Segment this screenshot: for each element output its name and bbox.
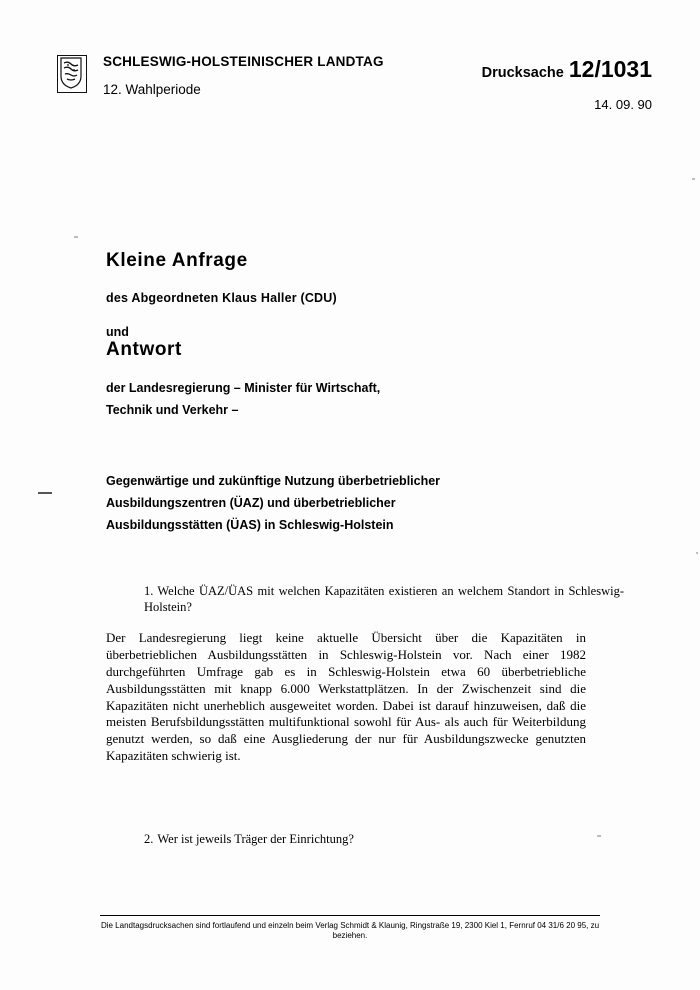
- drucksache-block: [482, 55, 652, 112]
- drucksache-number: 12/1031: [568, 56, 652, 82]
- title-antwort: Antwort: [106, 338, 182, 360]
- legislative-period: 12. Wahlperiode: [103, 81, 201, 97]
- scan-mark: [74, 236, 78, 238]
- drucksache-label: Drucksache: [481, 65, 564, 81]
- question-2: [106, 832, 624, 848]
- document-date: 14. 09. 90: [594, 97, 652, 112]
- document-body-headings: [106, 250, 586, 537]
- parliament-title: SCHLESWIG-HOLSTEINISCHER LANDTAG: [103, 54, 384, 69]
- title-kleine-anfrage: Kleine Anfrage: [106, 250, 248, 271]
- question-1-text: Welche ÜAZ/ÜAS mit welchen Kapazitäten existieren an welchem Standort in Schleswig-Holstein?: [144, 584, 624, 614]
- topic-line1: Gegenwärtige und zukünftige Nutzung überbetrieblicher: [106, 473, 441, 488]
- answer-1: Der Landesregierung liegt keine aktuelle Übersicht über die Kapazitäten in überbetrieblichen Ausbildungsstätten in Schleswig-Holstein vor. Nach einer 1982 durchgeführten Umfrage gab es in Schleswig-Holstein etwa 60 überbetriebliche Ausbildungsstätten mit knapp 6.000 Werkstattplätzen. In der Zwischenzeit sind die Kapazitäten nicht unerheblich ausgeweitet worden. Dabei ist darauf hinzuweisen, daß die meisten Berufsbildungsstätten multifunktional sowohl für Aus- als auch für Weiterbildung genutzt werden, so daß eine Ausgliederung der nur für Ausbildungszwecke genutzten Kapazitäten schwierig ist.: [106, 630, 586, 764]
- topic-line3: Ausbildungsstätten (ÜAS) in Schleswig-Holstein: [106, 517, 394, 532]
- coat-of-arms-icon: [57, 55, 87, 93]
- subtitle-landesregierung-line1: der Landesregierung – Minister für Wirtschaft,: [106, 381, 381, 396]
- scan-mark: [692, 178, 695, 180]
- footer-divider: [100, 915, 600, 916]
- question-1: [106, 584, 624, 615]
- document-header: [57, 55, 652, 112]
- question-2-number: 2.: [144, 832, 154, 846]
- conjunction-und: und: [106, 324, 129, 339]
- question-1-number: 1.: [144, 584, 154, 598]
- scan-mark: [696, 552, 698, 554]
- topic-line2: Ausbildungszentren (ÜAZ) und überbetrieblicher: [106, 495, 396, 510]
- subtitle-abgeordneter: des Abgeordneten Klaus Haller (CDU): [106, 290, 337, 305]
- question-2-text: Wer ist jeweils Träger der Einrichtung?: [157, 832, 354, 846]
- subtitle-landesregierung-line2: Technik und Verkehr –: [106, 402, 239, 417]
- footer-note: Die Landtagsdrucksachen sind fortlaufend und einzeln beim Verlag Schmidt & Klaunig, Ringstraße 19, 2300 Kiel 1, Fernruf 04 31/6 20 95, zu beziehen.: [100, 921, 600, 941]
- scan-mark: [38, 492, 52, 494]
